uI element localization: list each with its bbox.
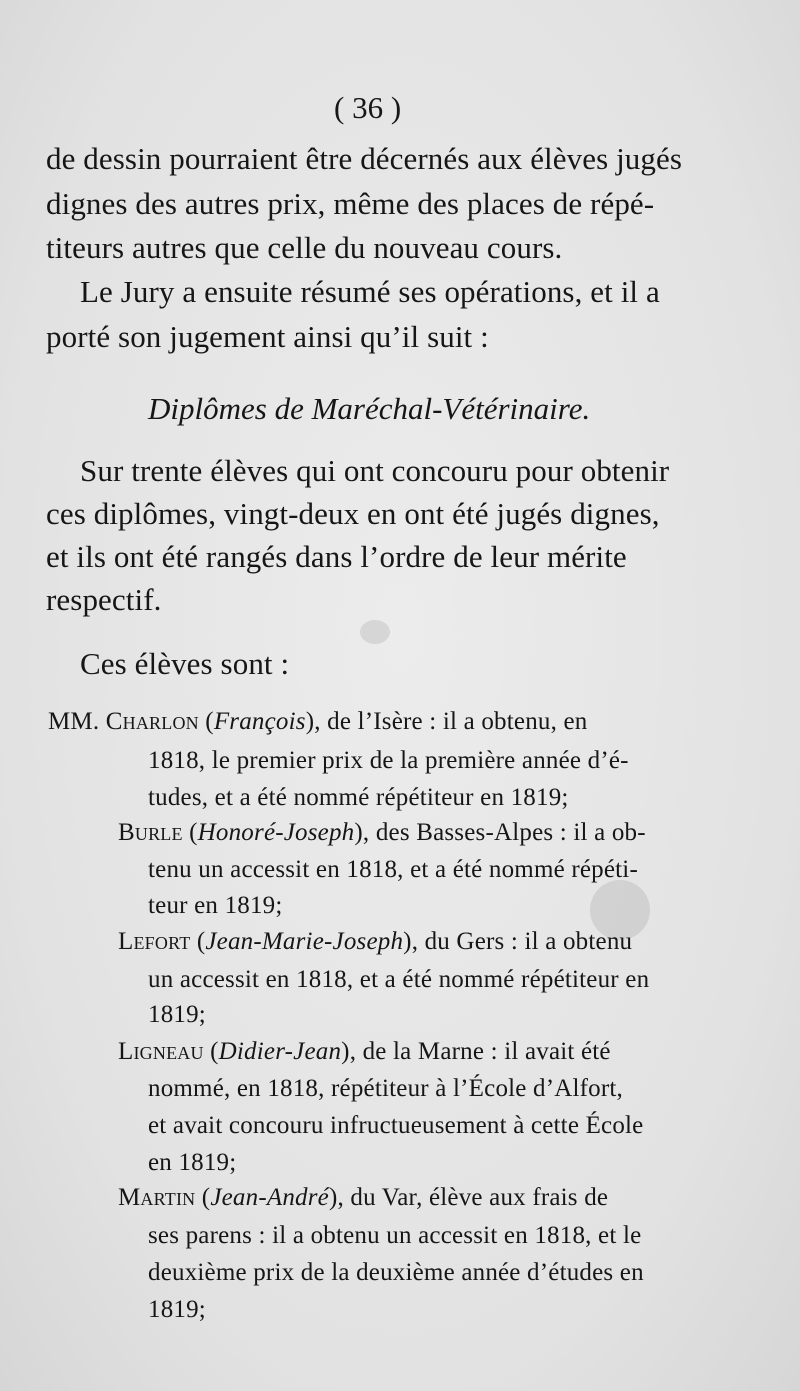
student-given-names: Jean-Marie-Joseph (205, 928, 404, 955)
student-details: , de la Marne : il avait été (349, 1038, 611, 1065)
student-surname: Martin (118, 1184, 196, 1211)
student-given-names: François (213, 708, 306, 735)
student-details: , du Var, élève aux frais de (337, 1184, 609, 1211)
student-entry-first-line: Burle (Honoré-Joseph), des Basses-Alpes : il a ob- (118, 819, 646, 846)
text-line: ces diplômes, vingt-deux en ont été jugés dignes, (46, 496, 660, 531)
student-details: , du Gers : il a obtenu (411, 928, 633, 955)
text-line: et ils ont été rangés dans l’ordre de leur mérite (46, 539, 627, 574)
student-details: , des Basses-Alpes : il a ob- (362, 819, 646, 846)
text-line: tenu un accessit en 1818, et a été nommé répéti- (148, 856, 638, 883)
student-entry-first-line: Martin (Jean-André), du Var, élève aux frais de (118, 1184, 609, 1211)
student-surname: Ligneau (118, 1038, 204, 1065)
text-line: teur en 1819; (148, 892, 283, 919)
text-line: Le Jury a ensuite résumé ses opérations, et il a (80, 274, 660, 309)
student-details: , de l’Isère : il a obtenu, en (314, 708, 588, 735)
text-line: Sur trente élèves qui ont concouru pour obtenir (80, 453, 670, 488)
text-line: porté son jugement ainsi qu’il suit : (46, 319, 489, 354)
paper-stain (360, 620, 390, 644)
text-line: tudes, et a été nommé répétiteur en 1819; (148, 784, 569, 811)
text-line: titeurs autres que celle du nouveau cours. (46, 230, 563, 265)
student-surname: Burle (118, 819, 183, 846)
section-heading: Diplômes de Maréchal-Vétérinaire. (148, 391, 591, 426)
student-entry-first-line: Lefort (Jean-Marie-Joseph), du Gers : il a obtenu (118, 928, 633, 955)
student-entry-first-line: MM. Charlon (François), de l’Isère : il a obtenu, en (48, 708, 588, 735)
text-line: 1819; (148, 1296, 206, 1323)
student-surname: Charlon (105, 708, 199, 735)
text-line: en 1819; (148, 1149, 237, 1176)
text-line: de dessin pourraient être décernés aux élèves jugés (46, 141, 683, 176)
text-line: respectif. (46, 582, 162, 617)
page-number: ( 36 ) (334, 90, 402, 125)
student-given-names: Didier-Jean (218, 1038, 342, 1065)
text-line: 1819; (148, 1001, 206, 1028)
student-given-names: Jean-André (210, 1184, 329, 1211)
text-line: 1818, le premier prix de la première année d’é- (148, 747, 629, 774)
students-intro: Ces élèves sont : (80, 646, 290, 681)
student-entry-first-line: Ligneau (Didier-Jean), de la Marne : il avait été (118, 1038, 611, 1065)
text-line: deuxième prix de la deuxième année d’études en (148, 1259, 644, 1286)
student-surname: Lefort (118, 928, 191, 955)
honorific: MM. (48, 708, 106, 735)
text-line: et avait concouru infructueusement à cette École (148, 1112, 644, 1139)
text-line: ses parens : il a obtenu un accessit en 1818, et le (148, 1222, 642, 1249)
text-line: nommé, en 1818, répétiteur à l’École d’Alfort, (148, 1075, 624, 1102)
text-line: un accessit en 1818, et a été nommé répétiteur en (148, 966, 650, 993)
student-given-names: Honoré-Joseph (197, 819, 355, 846)
text-line: dignes des autres prix, même des places de répé- (46, 186, 655, 221)
